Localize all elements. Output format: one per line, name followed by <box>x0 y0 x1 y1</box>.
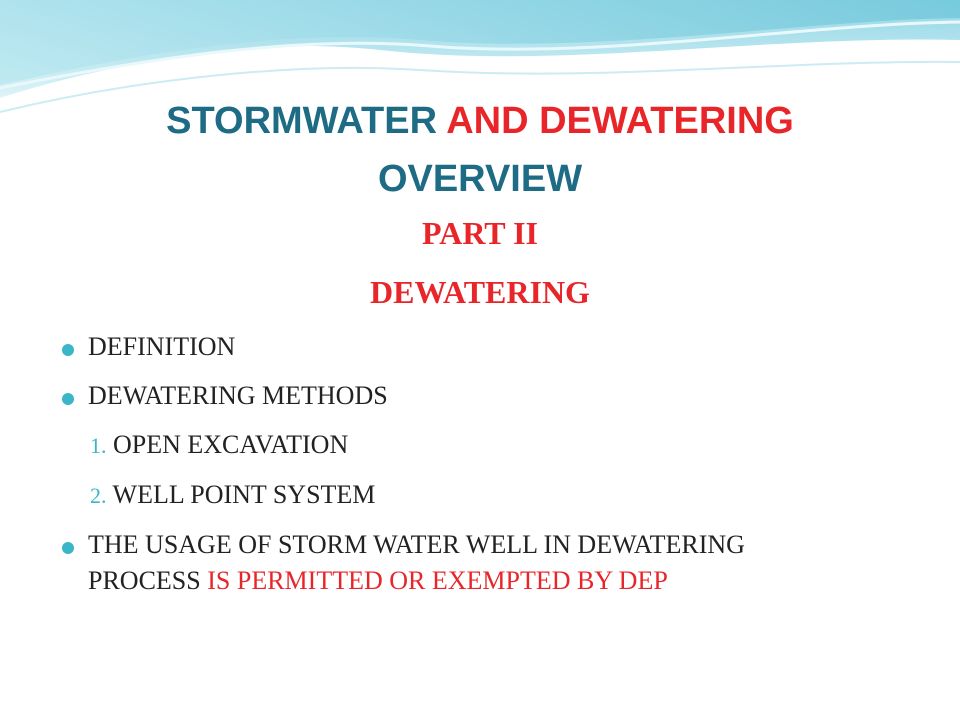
item-number: 1. <box>90 433 107 458</box>
usage-highlight-text: IS PERMITTED OR EXEMPTED BY DEP <box>207 566 668 595</box>
bullet-dot-icon <box>62 344 74 356</box>
usage-plain-text: PROCESS <box>88 566 208 595</box>
bullet-definition: DEFINITION <box>88 332 236 361</box>
bullet-methods: DEWATERING METHODS <box>88 381 388 410</box>
slide-title <box>0 92 960 208</box>
numbered-item-open-excavation <box>90 430 348 460</box>
subtitle-part: PART II <box>422 215 538 251</box>
item-text: WELL POINT SYSTEM <box>112 480 376 509</box>
title-part-stormwater: STORMWATER <box>166 100 447 142</box>
item-number: 2. <box>90 483 107 508</box>
bullet-dot-icon <box>62 393 74 405</box>
item-text: OPEN EXCAVATION <box>113 430 349 459</box>
bullet-usage-line1: THE USAGE OF STORM WATER WELL IN DEWATERING <box>88 530 745 559</box>
numbered-item-well-point <box>90 480 375 510</box>
bullet-usage-line2 <box>88 566 668 596</box>
subtitle-dewatering: DEWATERING <box>370 274 590 310</box>
title-part-dewatering: AND DEWATERING <box>446 100 794 142</box>
bullet-dot-icon <box>62 542 74 554</box>
title-part-overview: OVERVIEW <box>377 158 583 200</box>
